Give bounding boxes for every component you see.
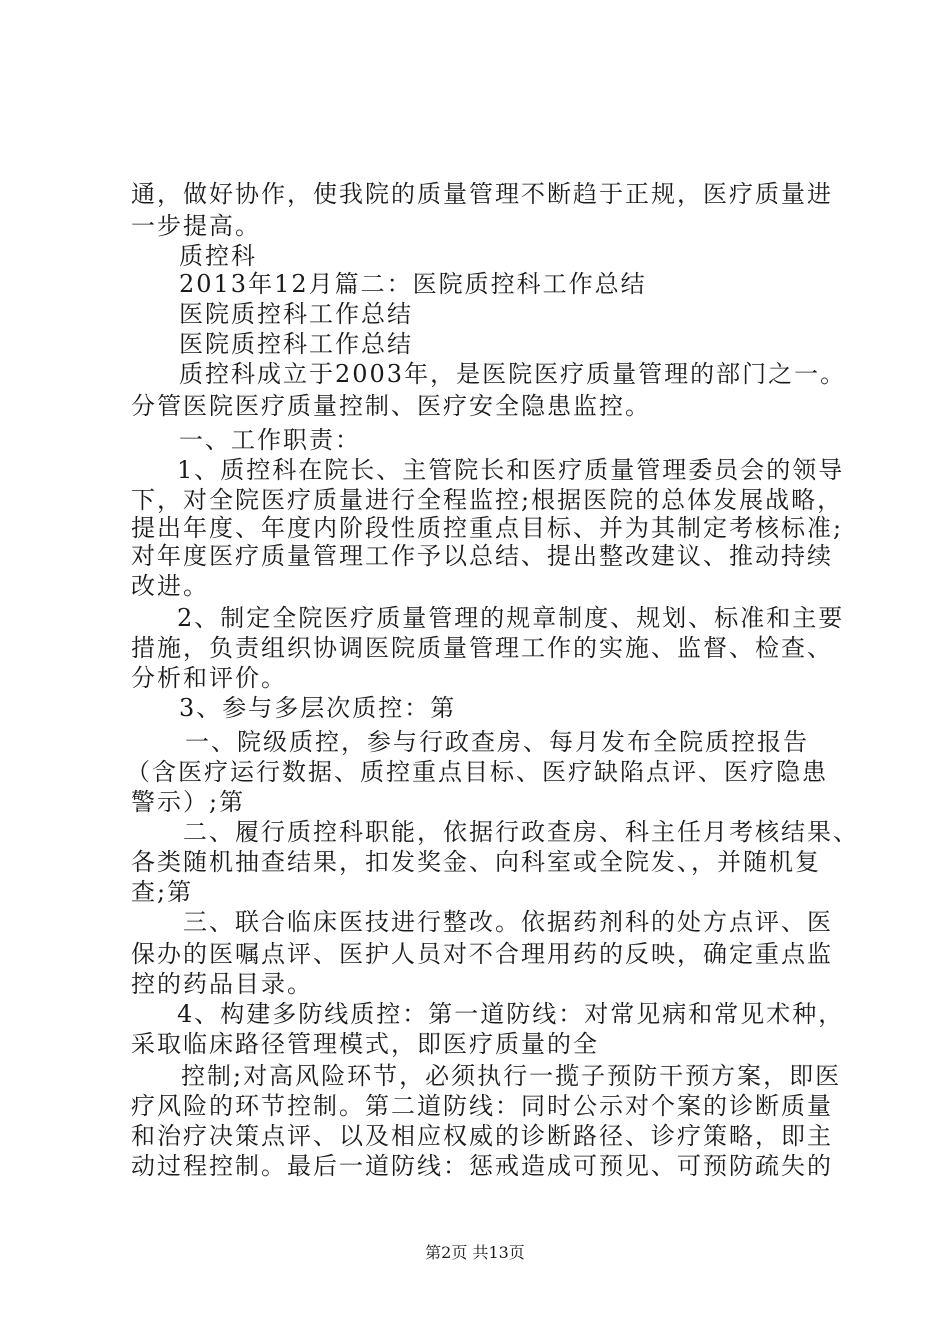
text-line: 4、构建多防线质控：第一道防线：对常见病和常见术种， — [177, 1000, 845, 1028]
text-line: 医院质控科工作总结 — [179, 300, 413, 328]
text-line: 查;第 — [131, 878, 194, 906]
text-line: 一、院级质控，参与行政查房、每月发布全院质控报告 — [185, 728, 809, 756]
text-line: 一、工作职责： — [179, 426, 361, 454]
text-line: 措施，负责组织协调医院质量管理工作的实施、监督、检查、 — [131, 634, 833, 662]
text-line: 一步提高。 — [131, 212, 261, 240]
text-line: 三、联合临床医技进行整改。依据药剂科的处方点评、医 — [183, 908, 833, 936]
text-line: 1、质控科在院长、主管院长和医疗质量管理委员会的领导 — [177, 456, 845, 484]
text-line: 警示）;第 — [131, 788, 246, 816]
page-footer: 第2页 共13页 — [425, 1243, 525, 1262]
text-line: 采取临床路径管理模式，即医疗质量的全 — [131, 1030, 599, 1058]
text-line: 下，对全院医疗质量进行全程监控;根据医院的总体发展战略， — [131, 486, 844, 514]
text-line: （含医疗运行数据、质控重点目标、医疗缺陷点评、医疗隐患 — [126, 758, 828, 786]
text-line: 疗风险的环节控制。第二道防线：同时公示对个案的诊断质量 — [131, 1092, 833, 1120]
text-line: 质控科成立于2003年，是医院医疗质量管理的部门之一。 — [179, 360, 847, 388]
text-line: 控的药品目录。 — [131, 970, 313, 998]
text-line: 对年度医疗质量管理工作予以总结、提出整改建议、推动持续 — [131, 542, 833, 570]
text-line: 各类随机抽查结果，扣发奖金、向科室或全院发、，并随机复 — [131, 848, 821, 876]
text-line: 改进。 — [131, 572, 209, 600]
text-line: 动过程控制。最后一道防线：惩戒造成可预见、可预防疏失的 — [131, 1152, 833, 1180]
text-line: 二、履行质控科职能，依据行政查房、科主任月考核结果、 — [183, 818, 859, 846]
text-line: 控制;对高风险环节，必须执行一揽子预防干预方案，即医 — [181, 1062, 842, 1090]
text-line: 和治疗决策点评、以及相应权威的诊断路径、诊疗策略，即主 — [131, 1122, 833, 1150]
text-line: 质控科 — [179, 242, 257, 270]
text-line: 保办的医嘱点评、医护人员对不合理用药的反映，确定重点监 — [131, 940, 833, 968]
text-line: 2、制定全院医疗质量管理的规章制度、规划、标准和主要 — [177, 604, 845, 632]
text-line: 医院质控科工作总结 — [179, 330, 413, 358]
text-line: 分析和评价。 — [131, 664, 287, 692]
text-line: 3、参与多层次质控：第 — [179, 694, 457, 722]
text-line: 通，做好协作，使我院的质量管理不断趋于正规，医疗质量进 — [131, 180, 833, 208]
text-line: 提出年度、年度内阶段性质控重点目标、并为其制定考核标准; — [131, 514, 844, 542]
text-line: 2013年12月篇二：医院质控科工作总结 — [179, 270, 647, 298]
text-line: 分管医院医疗质量控制、医疗安全隐患监控。 — [131, 392, 651, 420]
